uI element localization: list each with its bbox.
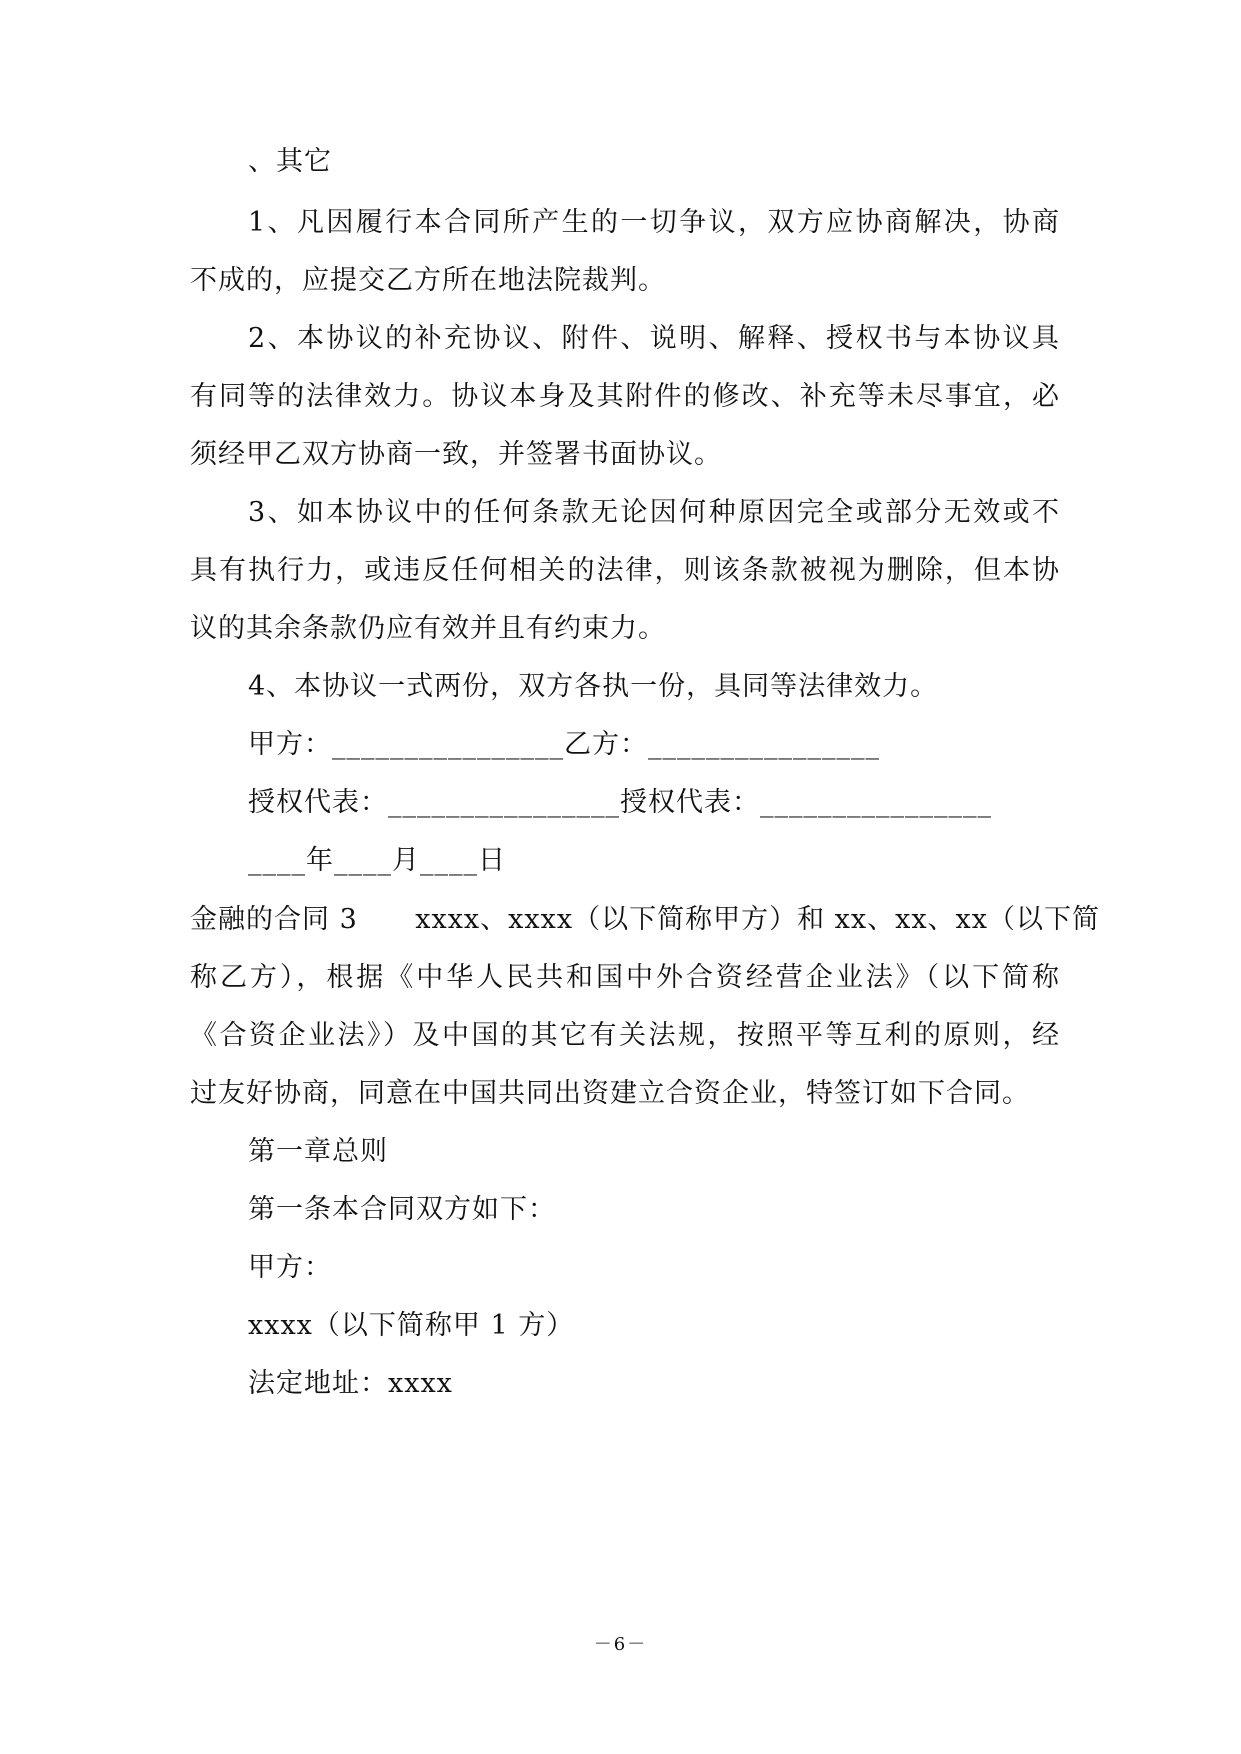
clause-2-line-1: 2、本协议的补充协议、附件、说明、解释、授权书与本协议具 [248,323,1060,354]
contract-intro-line-3: 《合资企业法》）及中国的其它有关法规，按照平等互利的原则，经 [190,1020,1060,1051]
clause-3-line-2: 具有执行力，或违反任何相关的法律，则该条款被视为删除，但本协 [190,555,1060,586]
party-a-name: xxxx（以下简称甲 1 方） [248,1310,575,1341]
article-one-heading: 第一条本合同双方如下： [248,1194,556,1225]
chapter-one-heading: 第一章总则 [248,1136,388,1167]
representative-signature-line: 授权代表：________________授权代表：________________ [248,787,992,818]
contract-intro-line-4: 过友好协商，同意在中国共同出资建立合资企业，特签订如下合同。 [190,1078,1030,1109]
clause-1-line-2: 不成的，应提交乙方所在地法院裁判。 [190,265,666,296]
party-a-label: 甲方： [248,1252,332,1283]
clause-3-line-3: 议的其余条款仍应有效并且有约束力。 [190,613,666,644]
section-heading-other: 、其它 [248,146,332,177]
clause-4: 4、本协议一式两份，双方各执一份，具同等法律效力。 [248,671,939,702]
date-line: ____年____月____日 [248,845,506,876]
clause-3-line-1: 3、如本协议中的任何条款无论因何种原因完全或部分无效或不 [248,497,1060,528]
contract-intro-line-1: 金融的合同 3 xxxx、xxxx（以下简称甲方）和 xx、xx、xx（以下简 [190,904,1101,935]
clause-2-line-2: 有同等的法律效力。协议本身及其附件的修改、补充等未尽事宜，必 [190,381,1060,412]
contract-intro-line-2: 称乙方），根据《中华人民共和国中外合资经营企业法》（以下简称 [190,962,1060,993]
page-number: －6－ [593,1634,648,1655]
legal-address: 法定地址：xxxx [248,1368,453,1399]
party-signature-line: 甲方：________________乙方：________________ [248,729,880,760]
clause-2-line-3: 须经甲乙双方协商一致，并签署书面协议。 [190,439,722,470]
clause-1-line-1: 1、凡因履行本合同所产生的一切争议，双方应协商解决，协商 [248,207,1060,238]
